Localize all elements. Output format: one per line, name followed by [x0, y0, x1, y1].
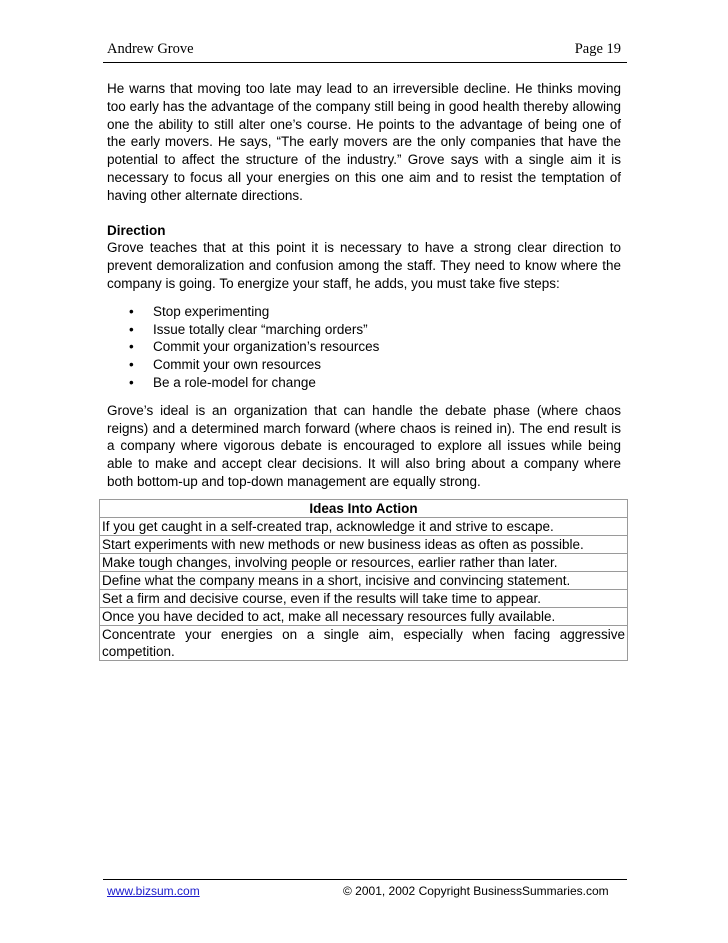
table-cell: Start experiments with new methods or new business ideas as often as possible.	[100, 536, 628, 554]
list-item	[107, 303, 621, 321]
footer-divider	[103, 879, 627, 880]
steps-list	[107, 303, 621, 392]
list-item	[107, 356, 621, 374]
table-cell: Once you have decided to act, make all necessary resources fully available.	[100, 608, 628, 626]
bizsum-link[interactable]: www.bizsum.com	[107, 884, 200, 898]
table-cell: Make tough changes, involving people or resources, earlier rather than later.	[100, 554, 628, 572]
table-cell: Define what the company means in a short, incisive and convincing statement.	[100, 572, 628, 590]
page-body	[107, 80, 621, 499]
page-footer	[107, 884, 621, 902]
copyright-notice: © 2001, 2002 Copyright BusinessSummaries.com	[343, 884, 609, 898]
paragraph-early-movers: He warns that moving too late may lead to an irreversible decline. He thinks moving too early has the advantage of the company still being in good health thereby allowing one the ability to still alter one’s course. He points to the advantage of being one of the early movers. He says, “The early movers are the only companies that have the potential to affect the structure of the industry.” Grove says with a single aim it is necessary to focus all your energies on this one aim and to resist the temptation of having other alternate directions.	[107, 81, 621, 203]
bullet-icon: •	[129, 357, 134, 373]
page-header	[107, 41, 621, 59]
ideas-into-action-table	[99, 499, 628, 661]
step-text: Issue totally clear “marching orders”	[153, 321, 368, 337]
paragraph-grove-ideal: Grove’s ideal is an organization that can handle the debate phase (where chaos reigns) and a determined march forward (where chaos is reined in). The end result is a company where vigorous debate is encouraged to explore all issues while being able to make and accept clear decisions. It will also bring about a company where both bottom-up and top-down management are equally strong.	[107, 402, 621, 489]
table-title: Ideas Into Action	[100, 500, 628, 518]
bullet-icon: •	[129, 374, 134, 390]
list-item	[107, 374, 621, 392]
step-text: Commit your own resources	[153, 357, 322, 373]
table-cell: If you get caught in a self-created trap, acknowledge it and strive to escape.	[100, 518, 628, 536]
table-row	[100, 608, 628, 626]
bullet-icon: •	[129, 339, 134, 355]
table-row	[100, 626, 628, 661]
table-row	[100, 590, 628, 608]
table-row	[100, 518, 628, 536]
list-item	[107, 321, 621, 339]
table-cell: Concentrate your energies on a single aim, especially when facing aggressive competition.	[100, 626, 628, 661]
table-header-row	[100, 500, 628, 518]
bullet-icon: •	[129, 303, 134, 319]
table-row	[100, 554, 628, 572]
bullet-icon: •	[129, 321, 134, 337]
header-title: Andrew Grove	[107, 41, 194, 57]
step-text: Stop experimenting	[153, 303, 270, 319]
step-text: Be a role-model for change	[153, 374, 316, 390]
paragraph-direction: Grove teaches that at this point it is necessary to have a strong clear direction to prevent demoralization and confusion among the staff. They need to know where the company is going. To energize your staff, he adds, you must take five steps:	[107, 240, 621, 291]
list-item	[107, 338, 621, 356]
page-number: Page 19	[574, 41, 621, 57]
table-row	[100, 536, 628, 554]
step-text: Commit your organization’s resources	[153, 339, 380, 355]
table-row	[100, 572, 628, 590]
header-divider	[103, 62, 627, 63]
section-heading-direction: Direction	[107, 222, 166, 238]
table-cell: Set a firm and decisive course, even if the results will take time to appear.	[100, 590, 628, 608]
